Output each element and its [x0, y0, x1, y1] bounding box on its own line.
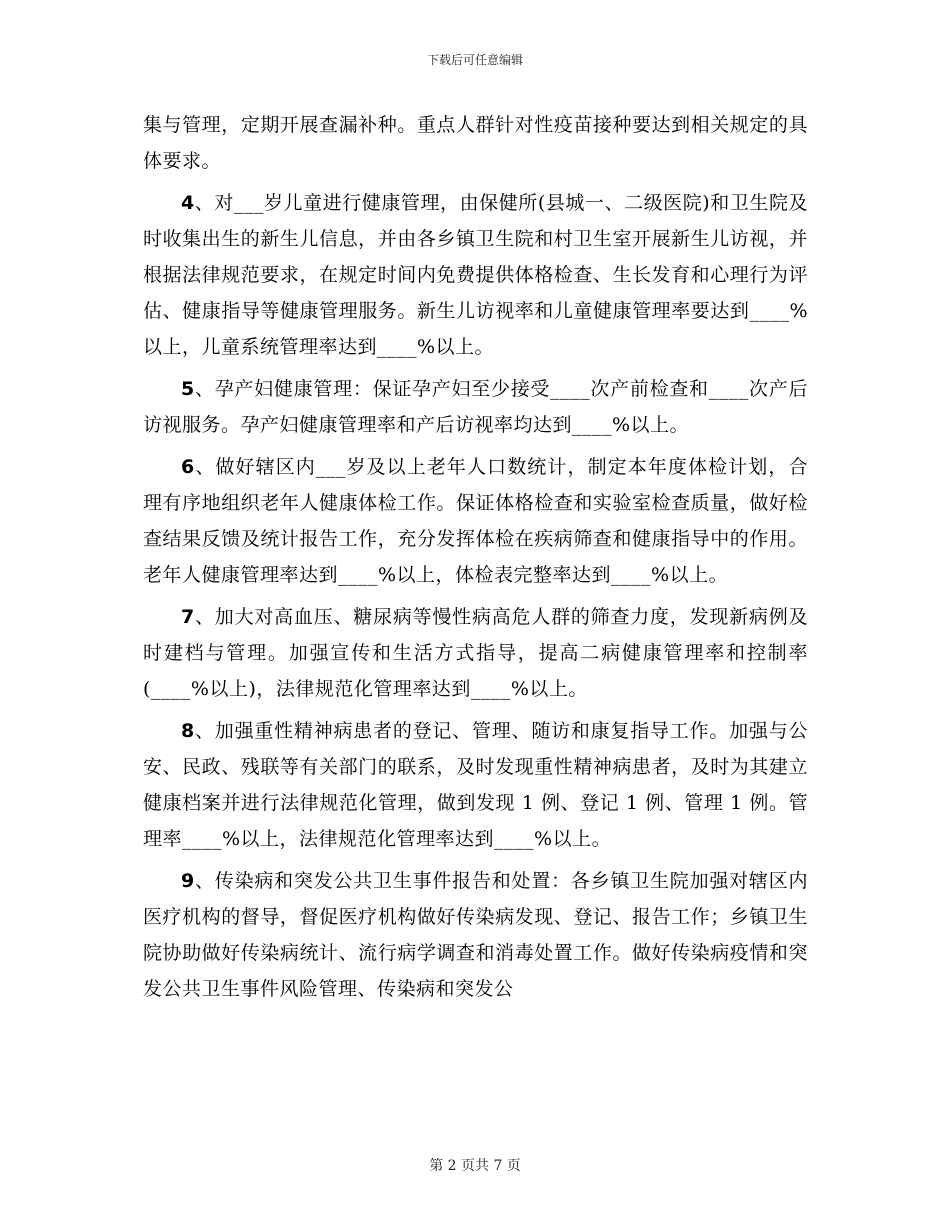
paragraph-text: 、孕产妇健康管理：保证孕产妇至少接受____次产前检查和____次产后访视服务。孕产妇健康管理率和产后访视率均达到____%以上。 — [143, 378, 808, 436]
item-number: 8 — [181, 720, 195, 742]
paragraph-text: 、加大对高血压、糖尿病等慢性病高危人群的筛查力度，发现新病例及时建档与管理。加强宣传和生活方式指导，提高二病健康管理率和控制率(____%以上)，法律规范化管理率达到____%以上。 — [143, 606, 808, 700]
page-footer: 第 2 页共 7 页 — [429, 1158, 521, 1174]
paragraph-text: 、加强重性精神病患者的登记、管理、随访和康复指导工作。加强与公安、民政、残联等有关部门的联系，及时发现重性精神病患者，及时为其建立健康档案并进行法律规范化管理，做到发现 1 例、登记 1 例、管理 1 例。管理率____%以上，法律规范化管理率达到____%以上。 — [143, 720, 808, 850]
paragraph-continued — [143, 107, 808, 179]
item-number: 9 — [181, 870, 195, 892]
paragraph-item-7 — [143, 599, 808, 707]
paragraph-text: 、传染病和突发公共卫生事件报告和处置：各乡镇卫生院加强对辖区内医疗机构的督导，督促医疗机构做好传染病发现、登记、报告工作；乡镇卫生院协助做好传染病统计、流行病学调查和消毒处置工作。做好传染病疫情和突发公共卫生事件风险管理、传染病和突发公 — [143, 870, 808, 1000]
paragraph-text: 、对___岁儿童进行健康管理，由保健所(县城一、二级医院)和卫生院及时收集出生的新生儿信息，并由各乡镇卫生院和村卫生室开展新生儿访视，并根据法律规范要求，在规定时间内免费提供体格检查、生长发育和心理行为评估、健康指导等健康管理服务。新生儿访视率和儿童健康管理率要达到____%以上，儿童系统管理率达到____%以上。 — [143, 192, 808, 358]
paragraph-text: 集与管理，定期开展查漏补种。重点人群针对性疫苗接种要达到相关规定的具体要求。 — [143, 114, 808, 172]
document-body — [143, 107, 808, 1013]
page-header: 下载后可任意编辑 — [426, 53, 523, 67]
paragraph-item-9 — [143, 863, 808, 1007]
paragraph-item-8 — [143, 713, 808, 857]
paragraph-item-4 — [143, 185, 808, 365]
item-number: 6 — [181, 456, 195, 478]
paragraph-item-6 — [143, 449, 808, 593]
item-number: 7 — [181, 606, 195, 628]
paragraph-text: 、做好辖区内___岁及以上老年人口数统计，制定本年度体检计划，合理有序地组织老年人健康体检工作。保证体格检查和实验室检查质量，做好检查结果反馈及统计报告工作，充分发挥体检在疾病筛查和健康指导中的作用。老年人健康管理率达到____%以上，体检表完整率达到____%以上。 — [143, 456, 808, 586]
item-number: 5 — [181, 378, 195, 400]
item-number: 4 — [181, 192, 195, 214]
paragraph-item-5 — [143, 371, 808, 443]
